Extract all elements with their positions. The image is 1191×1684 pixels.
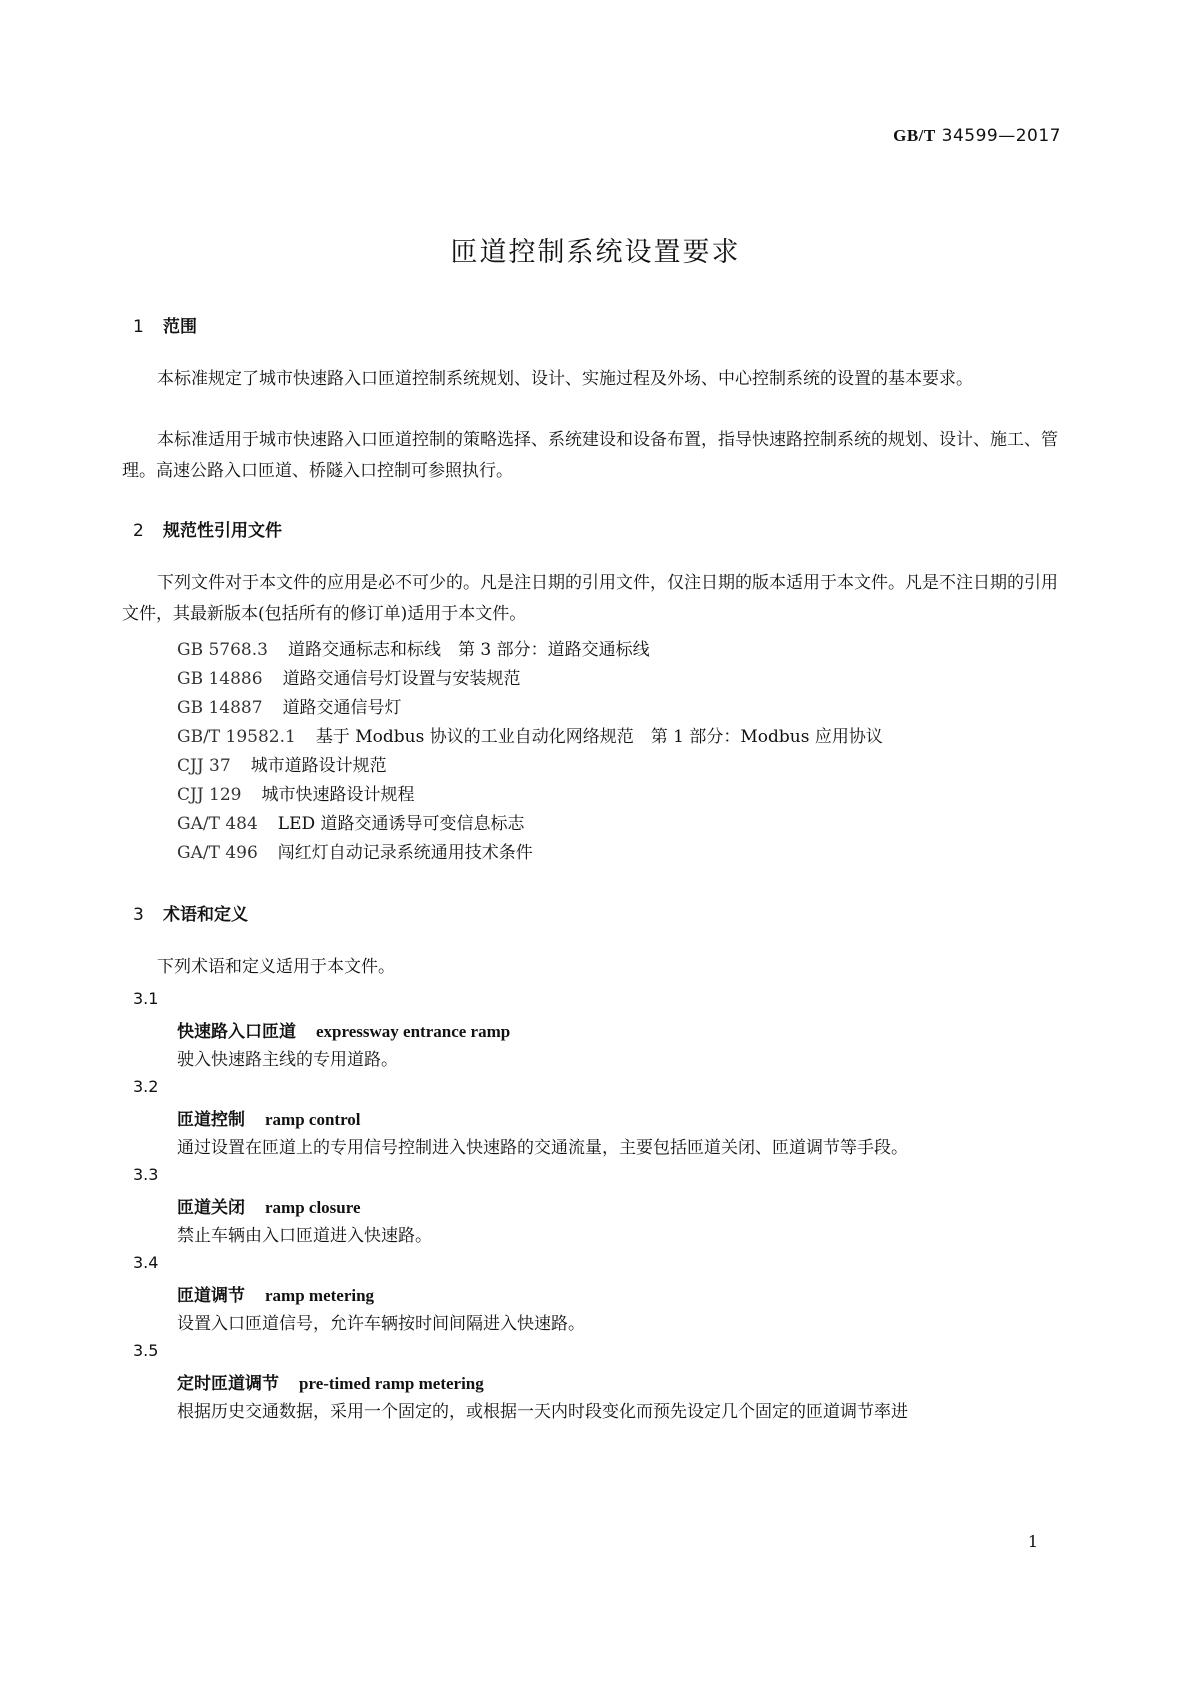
section-2-intro: 下列文件对于本文件的应用是必不可少的。凡是注日期的引用文件，仅注日期的版本适用于本文件。凡是不注日期的引用文件，其最新版本(包括所有的修订单)适用于本文件。 bbox=[122, 573, 1058, 624]
reference-item bbox=[177, 780, 415, 805]
reference-name: 道路交通信号灯设置与安装规范 bbox=[282, 669, 521, 689]
reference-code: CJJ 37 bbox=[177, 756, 231, 776]
term-en: ramp metering bbox=[265, 1286, 375, 1305]
standard-code bbox=[893, 126, 1061, 146]
term-definition: 设置入口匝道信号，允许车辆按时间间隔进入快速路。 bbox=[177, 1314, 585, 1334]
reference-code: GA/T 496 bbox=[177, 843, 258, 863]
section-number: 2 bbox=[133, 521, 144, 541]
section-2-heading bbox=[133, 516, 282, 541]
term-number: 3.2 bbox=[133, 1077, 159, 1096]
reference-name: 道路交通信号灯 bbox=[282, 698, 402, 718]
term-number: 3.5 bbox=[133, 1341, 159, 1360]
reference-code: CJJ 129 bbox=[177, 785, 242, 805]
reference-code: GA/T 484 bbox=[177, 814, 258, 834]
section-title: 范围 bbox=[163, 317, 197, 337]
term-en: ramp control bbox=[265, 1110, 361, 1129]
reference-item bbox=[177, 664, 521, 689]
term-zh: 快速路入口匝道 bbox=[177, 1022, 296, 1042]
term-definition: 根据历史交通数据，采用一个固定的，或根据一天内时段变化而预先设定几个固定的匝道调节率进 bbox=[177, 1402, 908, 1422]
term-title bbox=[177, 1017, 510, 1042]
term-title bbox=[177, 1369, 484, 1394]
reference-item bbox=[177, 722, 883, 747]
section-3-intro: 下列术语和定义适用于本文件。 bbox=[157, 957, 395, 977]
term-title bbox=[177, 1105, 361, 1130]
term-definition: 驶入快速路主线的专用道路。 bbox=[177, 1050, 398, 1070]
reference-item bbox=[177, 693, 402, 718]
reference-code: GB 14887 bbox=[177, 698, 263, 718]
section-3-heading bbox=[133, 900, 248, 925]
reference-name: 城市快速路设计规程 bbox=[261, 785, 415, 805]
section-1-paragraph-2: 本标准适用于城市快速路入口匝道控制的策略选择、系统建设和设备布置，指导快速路控制系统的规划、设计、施工、管理。高速公路入口匝道、桥隧入口控制可参照执行。 bbox=[122, 430, 1058, 481]
page-number: 1 bbox=[1027, 1532, 1038, 1551]
section-1-paragraph-1: 本标准规定了城市快速路入口匝道控制系统规划、设计、实施过程及外场、中心控制系统的设置的基本要求。 bbox=[157, 369, 973, 389]
section-title: 术语和定义 bbox=[163, 905, 248, 925]
standard-number: 34599—2017 bbox=[941, 126, 1061, 146]
reference-name: 道路交通标志和标线 第 3 部分：道路交通标线 bbox=[287, 640, 650, 660]
term-title bbox=[177, 1193, 361, 1218]
term-zh: 匝道关闭 bbox=[177, 1198, 245, 1218]
reference-item bbox=[177, 809, 525, 834]
term-number: 3.4 bbox=[133, 1253, 159, 1272]
document-title: 匝道控制系统设置要求 bbox=[450, 237, 741, 268]
reference-code: GB/T 19582.1 bbox=[177, 727, 296, 747]
term-definition: 禁止车辆由入口匝道进入快速路。 bbox=[177, 1226, 432, 1246]
section-title: 规范性引用文件 bbox=[163, 521, 282, 541]
reference-name: 闯红灯自动记录系统通用技术条件 bbox=[277, 843, 533, 863]
reference-name: 基于 Modbus 协议的工业自动化网络规范 第 1 部分：Modbus 应用协议 bbox=[315, 727, 883, 747]
reference-item bbox=[177, 751, 387, 776]
term-en: ramp closure bbox=[265, 1198, 361, 1217]
term-en: expressway entrance ramp bbox=[316, 1022, 511, 1041]
term-zh: 匝道控制 bbox=[177, 1110, 245, 1130]
section-1-heading bbox=[133, 312, 197, 337]
reference-code: GB 14886 bbox=[177, 669, 263, 689]
term-number: 3.1 bbox=[133, 989, 159, 1008]
reference-code: GB 5768.3 bbox=[177, 640, 268, 660]
term-number: 3.3 bbox=[133, 1165, 159, 1184]
term-en: pre-timed ramp metering bbox=[299, 1374, 484, 1393]
reference-item bbox=[177, 635, 650, 660]
reference-item bbox=[177, 838, 533, 863]
term-zh: 定时匝道调节 bbox=[177, 1374, 279, 1394]
reference-name: 城市道路设计规范 bbox=[250, 756, 387, 776]
term-title bbox=[177, 1281, 374, 1306]
term-zh: 匝道调节 bbox=[177, 1286, 245, 1306]
section-number: 1 bbox=[133, 317, 144, 337]
section-number: 3 bbox=[133, 905, 144, 925]
standard-prefix: GB/T bbox=[893, 126, 936, 145]
reference-name: LED 道路交通诱导可变信息标志 bbox=[277, 814, 525, 834]
term-definition: 通过设置在匝道上的专用信号控制进入快速路的交通流量，主要包括匝道关闭、匝道调节等手段。 bbox=[177, 1138, 908, 1158]
